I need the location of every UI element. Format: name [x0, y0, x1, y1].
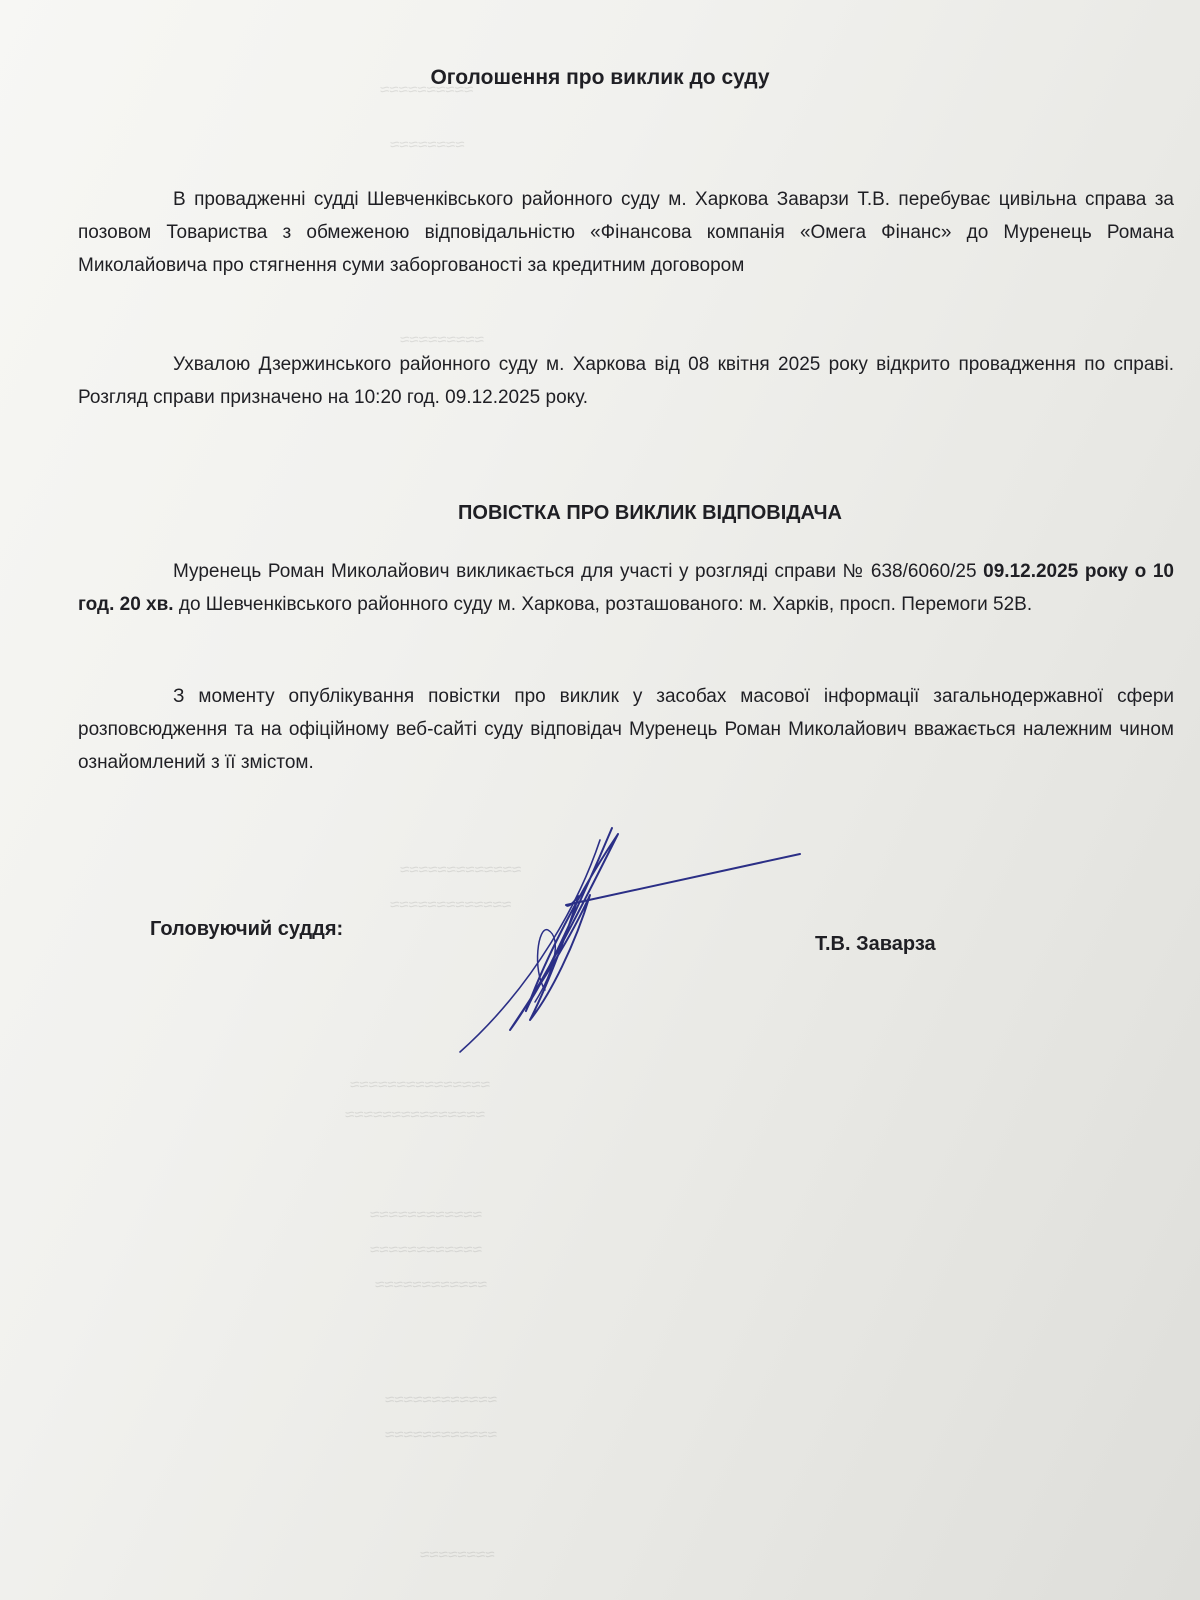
page-title: Оголошення про виклик до суду [430, 66, 770, 89]
summons-paragraph [78, 555, 1174, 621]
signatory-role: Головуючий суддя: [150, 918, 344, 940]
notice-paragraph: З моменту опублікування повістки про виклик у засобах масової інформації загальнодержавної сфери розповсюдження та на офіційному веб-сайті суду відповідач Муренець Роман Миколайович вважається належним чином ознайомлений з її змістом. [78, 686, 1174, 773]
summons-intro: Муренець Роман Миколайович викликається для участі у розгляді справи № 638/6060/25 [173, 561, 977, 582]
show-through-artifact: ≈≈≈≈≈≈≈≈≈≈≈≈≈ [400, 860, 522, 879]
show-through-artifact: ≈≈≈≈≈≈≈≈ [390, 135, 465, 154]
show-through-artifact: ≈≈≈≈≈≈≈≈≈≈≈≈≈≈≈ [345, 1105, 485, 1124]
handwritten-signature [440, 820, 820, 1060]
show-through-artifact: ≈≈≈≈≈≈≈≈≈≈≈≈ [370, 1240, 482, 1259]
signatory-name: Т.В. Заварза [815, 933, 936, 955]
show-through-artifact: ≈≈≈≈≈≈≈≈≈ [400, 330, 484, 349]
show-through-artifact: ≈≈≈≈≈≈≈≈≈≈≈≈ [375, 1275, 487, 1294]
court-location: до Шевченківського районного суду м. Харкова, розташованого: м. Харків, просп. Перемоги 52В. [178, 594, 1033, 615]
case-paragraph: В провадженні судді Шевченківського районного суду м. Харкова Заварзи Т.В. перебуває цивільна справа за позовом Товариства з обмеженою відповідальністю «Фінансова компанія «Омега Фінанс» до Муренець Романа Миколайовича про стягнення суми заборгованості за кредитним договором [78, 189, 1174, 276]
show-through-artifact: ≈≈≈≈≈≈≈≈≈≈≈≈≈ [390, 895, 512, 914]
hearing-datetime: 09.12.2025 року о 10 год. 20 хв. [78, 561, 1174, 615]
summons-heading: ПОВІСТКА ПРО ВИКЛИК ВІДПОВІДАЧА [458, 502, 842, 524]
show-through-artifact: ≈≈≈≈≈≈≈≈≈≈≈≈≈≈≈ [350, 1075, 490, 1094]
show-through-artifact: ≈≈≈≈≈≈≈≈≈≈ [380, 80, 474, 99]
ruling-paragraph: Ухвалою Дзержинського районного суду м. Харкова від 08 квітня 2025 року відкрито провадження по справі. Розгляд справи призначено на 10:20 год. 09.12.2025 року. [78, 354, 1174, 408]
show-through-artifact: ≈≈≈≈≈≈≈≈ [420, 1545, 495, 1564]
show-through-artifact: ≈≈≈≈≈≈≈≈≈≈≈≈ [385, 1390, 497, 1409]
show-through-artifact: ≈≈≈≈≈≈≈≈≈≈≈≈ [385, 1425, 497, 1444]
show-through-artifact: ≈≈≈≈≈≈≈≈≈≈≈≈ [370, 1205, 482, 1224]
